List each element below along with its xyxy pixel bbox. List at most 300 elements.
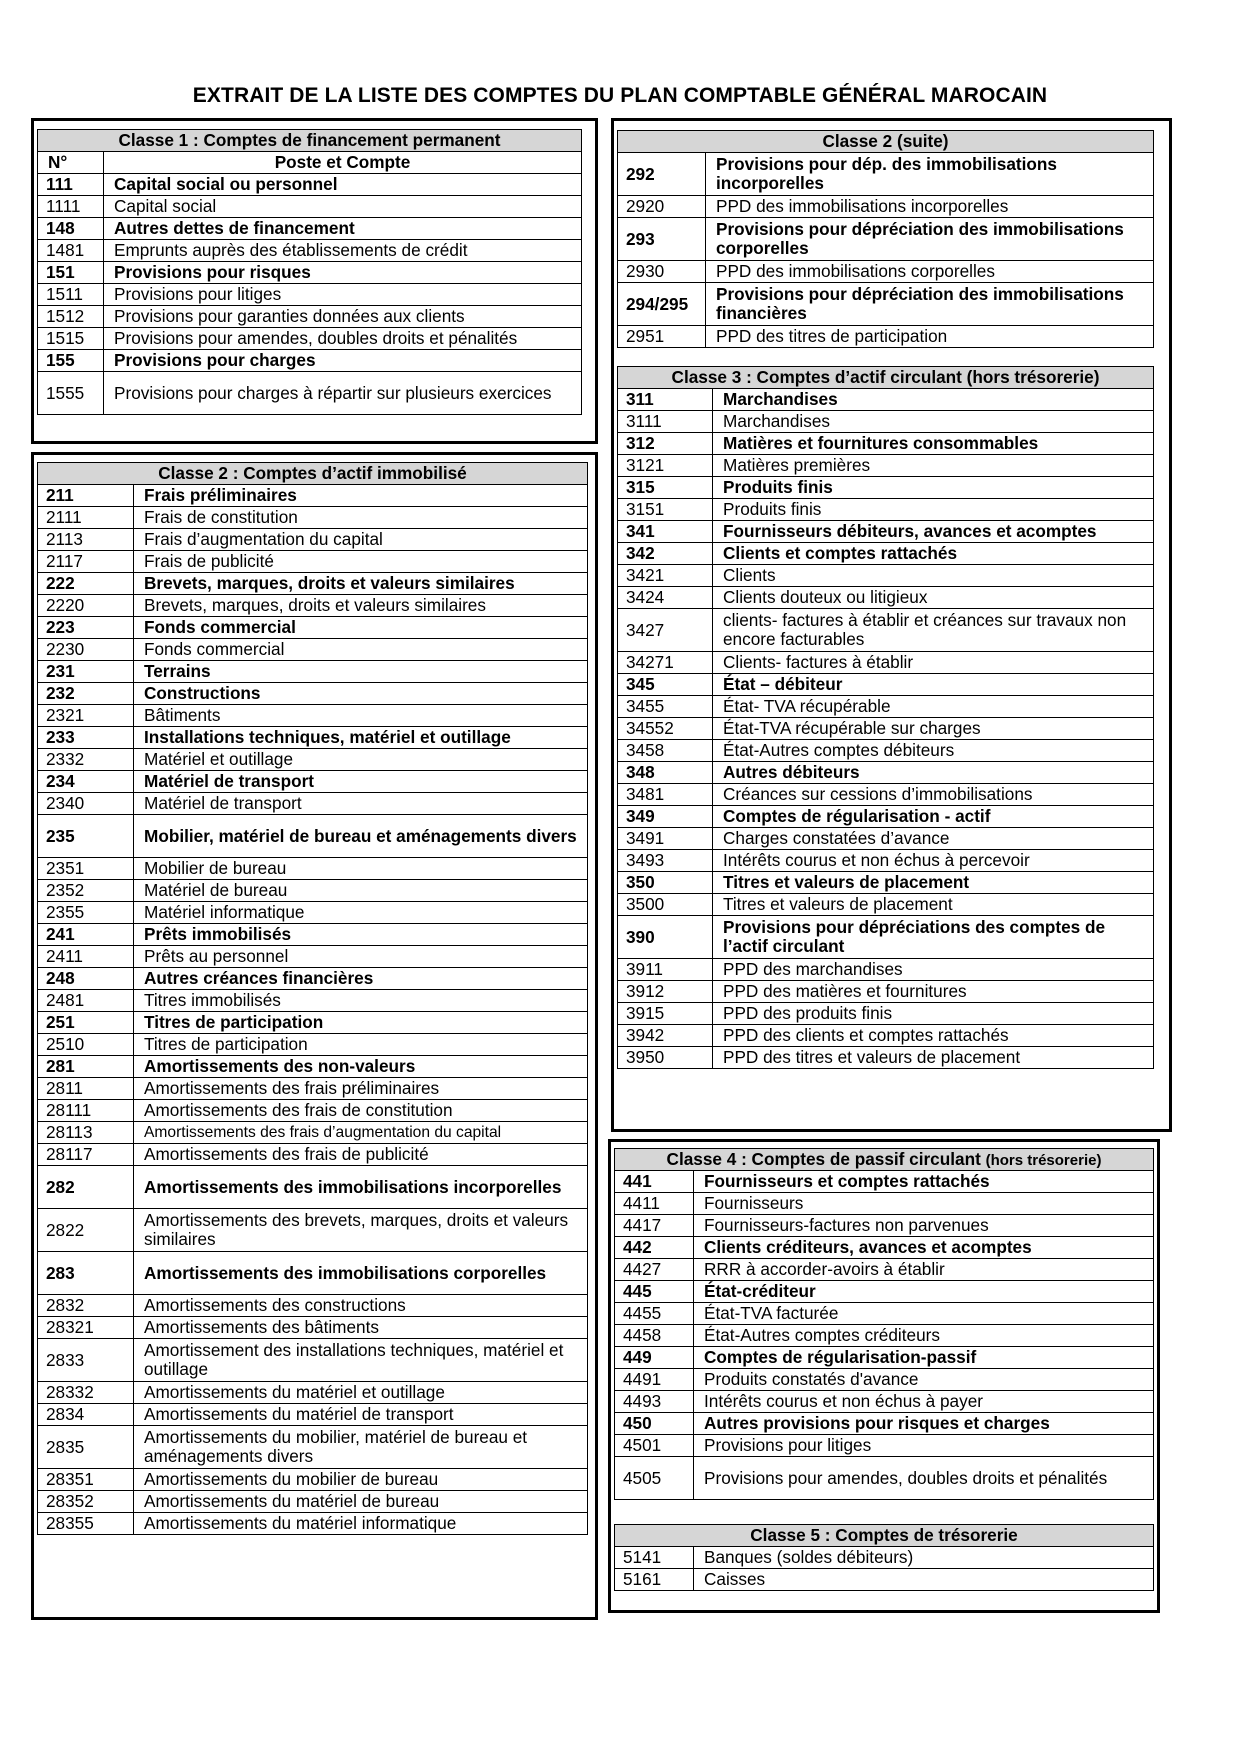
account-label: Titres de participation bbox=[134, 1012, 588, 1034]
account-code: 3481 bbox=[618, 784, 713, 806]
account-label: Charges constatées d’avance bbox=[713, 828, 1154, 850]
classe2-row bbox=[38, 946, 588, 968]
classe3-row bbox=[618, 894, 1154, 916]
classe4-row bbox=[615, 1435, 1154, 1457]
classe4-row bbox=[615, 1325, 1154, 1347]
classe2-row bbox=[38, 924, 588, 946]
account-label: Provisions pour amendes, doubles droits et pénalités bbox=[694, 1457, 1154, 1500]
account-code: 4427 bbox=[615, 1259, 694, 1281]
account-label: Produits finis bbox=[713, 477, 1154, 499]
classe3-row bbox=[618, 784, 1154, 806]
column-header-number: N° bbox=[38, 152, 104, 174]
classe3-row bbox=[618, 762, 1154, 784]
account-label: Comptes de régularisation-passif bbox=[694, 1347, 1154, 1369]
classe1-row bbox=[38, 240, 582, 262]
account-code: 5141 bbox=[615, 1547, 694, 1569]
classe1-header: Classe 1 : Comptes de financement permanent bbox=[38, 130, 582, 152]
classe2-row bbox=[38, 902, 588, 924]
account-label: Titres immobilisés bbox=[134, 990, 588, 1012]
classe2-suite-table bbox=[617, 130, 1154, 348]
account-label: Marchandises bbox=[713, 389, 1154, 411]
account-code: 4458 bbox=[615, 1325, 694, 1347]
account-label: Provisions pour dépréciations des comptes de l’actif circulant bbox=[713, 916, 1154, 959]
account-code: 28117 bbox=[38, 1144, 134, 1166]
account-code: 3424 bbox=[618, 587, 713, 609]
classe1-row bbox=[38, 328, 582, 350]
account-code: 2332 bbox=[38, 749, 134, 771]
account-code: 241 bbox=[38, 924, 134, 946]
account-label: Clients et comptes rattachés bbox=[713, 543, 1154, 565]
classe3-row bbox=[618, 959, 1154, 981]
account-code: 28351 bbox=[38, 1469, 134, 1491]
classe4-row bbox=[615, 1171, 1154, 1193]
classe2-row bbox=[38, 1122, 588, 1144]
account-label: Provisions pour charges à répartir sur plusieurs exercices bbox=[104, 372, 582, 415]
account-label: État-Autres comptes débiteurs bbox=[713, 740, 1154, 762]
account-code: 3911 bbox=[618, 959, 713, 981]
account-label: Provisions pour litiges bbox=[694, 1435, 1154, 1457]
account-label: Fournisseurs débiteurs, avances et acomptes bbox=[713, 521, 1154, 543]
classe2-row bbox=[38, 727, 588, 749]
account-code: 3942 bbox=[618, 1025, 713, 1047]
classe2-row bbox=[38, 1491, 588, 1513]
classe2-row bbox=[38, 639, 588, 661]
account-label: Amortissements des constructions bbox=[134, 1295, 588, 1317]
account-label: Caisses bbox=[694, 1569, 1154, 1591]
classe2-suite-row bbox=[618, 261, 1154, 283]
classe2-rows bbox=[38, 485, 588, 1535]
account-label: Fonds commercial bbox=[134, 617, 588, 639]
account-label: Comptes de régularisation - actif bbox=[713, 806, 1154, 828]
classe4-row bbox=[615, 1369, 1154, 1391]
account-code: 3912 bbox=[618, 981, 713, 1003]
account-label: Amortissements du mobilier, matériel de bureau et aménagements divers bbox=[134, 1426, 588, 1469]
classe4-row bbox=[615, 1237, 1154, 1259]
classe2-row bbox=[38, 1469, 588, 1491]
classe3-table bbox=[617, 366, 1154, 1069]
account-label: Provisions pour dépréciation des immobilisations financières bbox=[706, 283, 1154, 326]
classe3-row bbox=[618, 455, 1154, 477]
account-code: 222 bbox=[38, 573, 134, 595]
classe1-row bbox=[38, 262, 582, 284]
classe2-row bbox=[38, 880, 588, 902]
account-code: 312 bbox=[618, 433, 713, 455]
account-label: Amortissements des bâtiments bbox=[134, 1317, 588, 1339]
account-label: Amortissements des brevets, marques, droits et valeurs similaires bbox=[134, 1209, 588, 1252]
account-label: Amortissements des frais d’augmentation du capital bbox=[134, 1122, 588, 1144]
classe2-row bbox=[38, 551, 588, 573]
classe3-row bbox=[618, 609, 1154, 652]
account-code: 293 bbox=[618, 218, 706, 261]
account-label: Autres débiteurs bbox=[713, 762, 1154, 784]
classe4-row bbox=[615, 1457, 1154, 1500]
classe2-row bbox=[38, 683, 588, 705]
classe5-table bbox=[614, 1524, 1154, 1591]
account-label: Provisions pour risques bbox=[104, 262, 582, 284]
classe4-row bbox=[615, 1347, 1154, 1369]
account-code: 3458 bbox=[618, 740, 713, 762]
account-code: 3491 bbox=[618, 828, 713, 850]
account-label: Prêts au personnel bbox=[134, 946, 588, 968]
account-code: 2811 bbox=[38, 1078, 134, 1100]
account-code: 223 bbox=[38, 617, 134, 639]
account-label: Matériel de bureau bbox=[134, 880, 588, 902]
account-code: 3500 bbox=[618, 894, 713, 916]
account-label: Fournisseurs-factures non parvenues bbox=[694, 1215, 1154, 1237]
account-label: PPD des marchandises bbox=[713, 959, 1154, 981]
classe2-row bbox=[38, 1056, 588, 1078]
account-code: 2111 bbox=[38, 507, 134, 529]
account-code: 34271 bbox=[618, 652, 713, 674]
account-label: Amortissements des frais préliminaires bbox=[134, 1078, 588, 1100]
account-label: Clients créditeurs, avances et acomptes bbox=[694, 1237, 1154, 1259]
classe2-suite-header: Classe 2 (suite) bbox=[618, 131, 1154, 153]
account-code: 4493 bbox=[615, 1391, 694, 1413]
classe2-header: Classe 2 : Comptes d’actif immobilisé bbox=[38, 463, 588, 485]
account-code: 28321 bbox=[38, 1317, 134, 1339]
account-label: Amortissement des installations techniques, matériel et outillage bbox=[134, 1339, 588, 1382]
account-label: Amortissements du matériel informatique bbox=[134, 1513, 588, 1535]
account-label: Clients- factures à établir bbox=[713, 652, 1154, 674]
classe3-row bbox=[618, 981, 1154, 1003]
account-label: Fonds commercial bbox=[134, 639, 588, 661]
account-code: 231 bbox=[38, 661, 134, 683]
classe2-row bbox=[38, 1166, 588, 1209]
account-label: Intérêts courus et non échus à payer bbox=[694, 1391, 1154, 1413]
account-label: Clients bbox=[713, 565, 1154, 587]
classe1-row bbox=[38, 284, 582, 306]
classe2-row bbox=[38, 815, 588, 858]
classe1-row bbox=[38, 218, 582, 240]
account-code: 390 bbox=[618, 916, 713, 959]
account-label: Amortissements des frais de constitution bbox=[134, 1100, 588, 1122]
account-label: Mobilier, matériel de bureau et aménagements divers bbox=[134, 815, 588, 858]
classe3-row bbox=[618, 389, 1154, 411]
account-label: État-créditeur bbox=[694, 1281, 1154, 1303]
account-label: PPD des matières et fournitures bbox=[713, 981, 1154, 1003]
account-code: 2930 bbox=[618, 261, 706, 283]
account-label: Amortissements du mobilier de bureau bbox=[134, 1469, 588, 1491]
classe2-row bbox=[38, 1252, 588, 1295]
classe2-row bbox=[38, 1012, 588, 1034]
account-label: Intérêts courus et non échus à percevoir bbox=[713, 850, 1154, 872]
account-label: État-TVA récupérable sur charges bbox=[713, 718, 1154, 740]
account-code: 248 bbox=[38, 968, 134, 990]
classe3-row bbox=[618, 499, 1154, 521]
account-label: Titres de participation bbox=[134, 1034, 588, 1056]
classe1-row bbox=[38, 174, 582, 196]
account-code: 251 bbox=[38, 1012, 134, 1034]
classe1-table bbox=[37, 129, 582, 415]
classe5-header: Classe 5 : Comptes de trésorerie bbox=[615, 1525, 1154, 1547]
account-label: Matériel de transport bbox=[134, 771, 588, 793]
classe3-header: Classe 3 : Comptes d’actif circulant (hors trésorerie) bbox=[618, 367, 1154, 389]
classe2-row bbox=[38, 485, 588, 507]
account-label: État- TVA récupérable bbox=[713, 696, 1154, 718]
account-label: clients- factures à établir et créances sur travaux non encore facturables bbox=[713, 609, 1154, 652]
account-code: 345 bbox=[618, 674, 713, 696]
account-label: Amortissements du matériel de transport bbox=[134, 1404, 588, 1426]
classe3-row bbox=[618, 477, 1154, 499]
classe4-row bbox=[615, 1259, 1154, 1281]
account-label: Brevets, marques, droits et valeurs similaires bbox=[134, 573, 588, 595]
account-code: 2920 bbox=[618, 196, 706, 218]
classe4-row bbox=[615, 1303, 1154, 1325]
account-code: 4491 bbox=[615, 1369, 694, 1391]
account-code: 111 bbox=[38, 174, 104, 196]
account-code: 2220 bbox=[38, 595, 134, 617]
account-code: 2833 bbox=[38, 1339, 134, 1382]
classe1-row bbox=[38, 306, 582, 328]
account-code: 2510 bbox=[38, 1034, 134, 1056]
account-code: 311 bbox=[618, 389, 713, 411]
column-header-label: Poste et Compte bbox=[104, 152, 582, 174]
classe3-row bbox=[618, 587, 1154, 609]
account-code: 2835 bbox=[38, 1426, 134, 1469]
account-label: Amortissements des immobilisations incorporelles bbox=[134, 1166, 588, 1209]
classe1-rows bbox=[38, 174, 582, 415]
account-label: PPD des immobilisations incorporelles bbox=[706, 196, 1154, 218]
classe2-row bbox=[38, 573, 588, 595]
account-code: 211 bbox=[38, 485, 134, 507]
classe3-row bbox=[618, 806, 1154, 828]
classe4-row bbox=[615, 1391, 1154, 1413]
account-code: 3915 bbox=[618, 1003, 713, 1025]
account-label: Matériel informatique bbox=[134, 902, 588, 924]
account-label: Banques (soldes débiteurs) bbox=[694, 1547, 1154, 1569]
classe4-row bbox=[615, 1281, 1154, 1303]
classe4-row bbox=[615, 1215, 1154, 1237]
account-label: Constructions bbox=[134, 683, 588, 705]
classe2-row bbox=[38, 1382, 588, 1404]
classe3-row bbox=[618, 828, 1154, 850]
classe2-row bbox=[38, 1295, 588, 1317]
classe5-row bbox=[615, 1569, 1154, 1591]
classe2-row bbox=[38, 1404, 588, 1426]
account-label: Fournisseurs et comptes rattachés bbox=[694, 1171, 1154, 1193]
account-code: 1515 bbox=[38, 328, 104, 350]
account-code: 2481 bbox=[38, 990, 134, 1012]
account-code: 2951 bbox=[618, 326, 706, 348]
account-code: 4455 bbox=[615, 1303, 694, 1325]
classe3-row bbox=[618, 696, 1154, 718]
account-code: 350 bbox=[618, 872, 713, 894]
account-code: 282 bbox=[38, 1166, 134, 1209]
account-code: 3121 bbox=[618, 455, 713, 477]
account-code: 1511 bbox=[38, 284, 104, 306]
account-label: Frais de publicité bbox=[134, 551, 588, 573]
account-label: Provisions pour amendes, doubles droits et pénalités bbox=[104, 328, 582, 350]
account-label: Emprunts auprès des établissements de crédit bbox=[104, 240, 582, 262]
account-code: 2352 bbox=[38, 880, 134, 902]
account-label: Autres créances financières bbox=[134, 968, 588, 990]
classe2-row bbox=[38, 771, 588, 793]
account-label: Provisions pour dépréciation des immobilisations corporelles bbox=[706, 218, 1154, 261]
account-label: Provisions pour charges bbox=[104, 350, 582, 372]
classe4-row bbox=[615, 1193, 1154, 1215]
account-label: Frais de constitution bbox=[134, 507, 588, 529]
classe3-row bbox=[618, 1047, 1154, 1069]
account-label: Amortissements du matériel et outillage bbox=[134, 1382, 588, 1404]
classe4-table bbox=[614, 1148, 1154, 1500]
account-code: 349 bbox=[618, 806, 713, 828]
classe2-row bbox=[38, 507, 588, 529]
classe2-row bbox=[38, 529, 588, 551]
account-code: 235 bbox=[38, 815, 134, 858]
account-code: 2832 bbox=[38, 1295, 134, 1317]
classe3-row bbox=[618, 872, 1154, 894]
account-code: 2340 bbox=[38, 793, 134, 815]
account-code: 234 bbox=[38, 771, 134, 793]
classe3-row bbox=[618, 433, 1154, 455]
account-label: Provisions pour dép. des immobilisations incorporelles bbox=[706, 153, 1154, 196]
classe4-row bbox=[615, 1413, 1154, 1435]
classe4-rows bbox=[615, 1171, 1154, 1500]
account-code: 341 bbox=[618, 521, 713, 543]
account-code: 2117 bbox=[38, 551, 134, 573]
classe1-row bbox=[38, 372, 582, 415]
account-label: Provisions pour garanties données aux clients bbox=[104, 306, 582, 328]
account-code: 4505 bbox=[615, 1457, 694, 1500]
account-code: 28111 bbox=[38, 1100, 134, 1122]
account-label: Capital social bbox=[104, 196, 582, 218]
classe2-row bbox=[38, 705, 588, 727]
classe2-suite-row bbox=[618, 196, 1154, 218]
account-code: 442 bbox=[615, 1237, 694, 1259]
account-code: 450 bbox=[615, 1413, 694, 1435]
classe3-row bbox=[618, 652, 1154, 674]
classe2-row bbox=[38, 1339, 588, 1382]
account-label: PPD des immobilisations corporelles bbox=[706, 261, 1154, 283]
account-code: 28113 bbox=[38, 1122, 134, 1144]
account-label: État – débiteur bbox=[713, 674, 1154, 696]
account-label: Matériel et outillage bbox=[134, 749, 588, 771]
account-label: Créances sur cessions d’immobilisations bbox=[713, 784, 1154, 806]
classe2-row bbox=[38, 1078, 588, 1100]
account-code: 3493 bbox=[618, 850, 713, 872]
classe1-row bbox=[38, 350, 582, 372]
classe3-row bbox=[618, 718, 1154, 740]
account-code: 28332 bbox=[38, 1382, 134, 1404]
account-label: Installations techniques, matériel et outillage bbox=[134, 727, 588, 749]
account-code: 3950 bbox=[618, 1047, 713, 1069]
account-label: PPD des clients et comptes rattachés bbox=[713, 1025, 1154, 1047]
classe2-table bbox=[37, 462, 588, 1535]
account-code: 445 bbox=[615, 1281, 694, 1303]
classe2-row bbox=[38, 617, 588, 639]
classe4-header-note: (hors trésorerie) bbox=[985, 1151, 1102, 1169]
account-code: 2834 bbox=[38, 1404, 134, 1426]
classe2-row bbox=[38, 1034, 588, 1056]
account-code: 441 bbox=[615, 1171, 694, 1193]
account-code: 2113 bbox=[38, 529, 134, 551]
account-code: 148 bbox=[38, 218, 104, 240]
classe2-row bbox=[38, 990, 588, 1012]
page-title: EXTRAIT DE LA LISTE DES COMPTES DU PLAN COMPTABLE GÉNÉRAL MAROCAIN bbox=[192, 84, 1048, 107]
account-label: Amortissements des non-valeurs bbox=[134, 1056, 588, 1078]
account-code: 151 bbox=[38, 262, 104, 284]
account-label: Frais d’augmentation du capital bbox=[134, 529, 588, 551]
account-label: Marchandises bbox=[713, 411, 1154, 433]
classe2-row bbox=[38, 1513, 588, 1535]
classe2-row bbox=[38, 968, 588, 990]
account-code: 28352 bbox=[38, 1491, 134, 1513]
classe1-row bbox=[38, 196, 582, 218]
classe2-row bbox=[38, 595, 588, 617]
classe3-row bbox=[618, 521, 1154, 543]
account-code: 3111 bbox=[618, 411, 713, 433]
classe3-row bbox=[618, 1003, 1154, 1025]
account-code: 281 bbox=[38, 1056, 134, 1078]
classe3-row bbox=[618, 674, 1154, 696]
account-code: 315 bbox=[618, 477, 713, 499]
account-code: 1555 bbox=[38, 372, 104, 415]
account-label: Matières et fournitures consommables bbox=[713, 433, 1154, 455]
classe2-row bbox=[38, 1426, 588, 1469]
classe2-row bbox=[38, 1144, 588, 1166]
account-label: RRR à accorder-avoirs à établir bbox=[694, 1259, 1154, 1281]
account-code: 233 bbox=[38, 727, 134, 749]
classe3-row bbox=[618, 1025, 1154, 1047]
classe3-row bbox=[618, 543, 1154, 565]
classe2-row bbox=[38, 1209, 588, 1252]
account-label: Brevets, marques, droits et valeurs similaires bbox=[134, 595, 588, 617]
account-label: Produits finis bbox=[713, 499, 1154, 521]
classe2-suite-row bbox=[618, 283, 1154, 326]
account-label: Amortissements des frais de publicité bbox=[134, 1144, 588, 1166]
account-code: 3427 bbox=[618, 609, 713, 652]
classe3-row bbox=[618, 411, 1154, 433]
account-code: 1481 bbox=[38, 240, 104, 262]
account-code: 283 bbox=[38, 1252, 134, 1295]
account-code: 294/295 bbox=[618, 283, 706, 326]
account-code: 34552 bbox=[618, 718, 713, 740]
classe5-row bbox=[615, 1547, 1154, 1569]
account-code: 2411 bbox=[38, 946, 134, 968]
account-code: 4411 bbox=[615, 1193, 694, 1215]
account-label: État-Autres comptes créditeurs bbox=[694, 1325, 1154, 1347]
account-code: 155 bbox=[38, 350, 104, 372]
account-code: 4417 bbox=[615, 1215, 694, 1237]
account-label: Amortissements des immobilisations corporelles bbox=[134, 1252, 588, 1295]
classe2-suite-row bbox=[618, 153, 1154, 196]
account-label: PPD des titres et valeurs de placement bbox=[713, 1047, 1154, 1069]
account-code: 4501 bbox=[615, 1435, 694, 1457]
account-label: Titres et valeurs de placement bbox=[713, 872, 1154, 894]
account-code: 3151 bbox=[618, 499, 713, 521]
account-label: Mobilier de bureau bbox=[134, 858, 588, 880]
classe5-rows bbox=[615, 1547, 1154, 1591]
classe3-row bbox=[618, 916, 1154, 959]
account-code: 2355 bbox=[38, 902, 134, 924]
account-code: 2351 bbox=[38, 858, 134, 880]
classe2-suite-row bbox=[618, 326, 1154, 348]
classe2-row bbox=[38, 1100, 588, 1122]
account-code: 292 bbox=[618, 153, 706, 196]
account-label: Prêts immobilisés bbox=[134, 924, 588, 946]
classe2-suite-row bbox=[618, 218, 1154, 261]
account-code: 232 bbox=[38, 683, 134, 705]
account-label: État-TVA facturée bbox=[694, 1303, 1154, 1325]
account-label: Terrains bbox=[134, 661, 588, 683]
account-label: Matériel de transport bbox=[134, 793, 588, 815]
account-code: 28355 bbox=[38, 1513, 134, 1535]
account-label: Bâtiments bbox=[134, 705, 588, 727]
classe3-row bbox=[618, 850, 1154, 872]
account-label: Capital social ou personnel bbox=[104, 174, 582, 196]
classe3-row bbox=[618, 740, 1154, 762]
account-code: 2230 bbox=[38, 639, 134, 661]
